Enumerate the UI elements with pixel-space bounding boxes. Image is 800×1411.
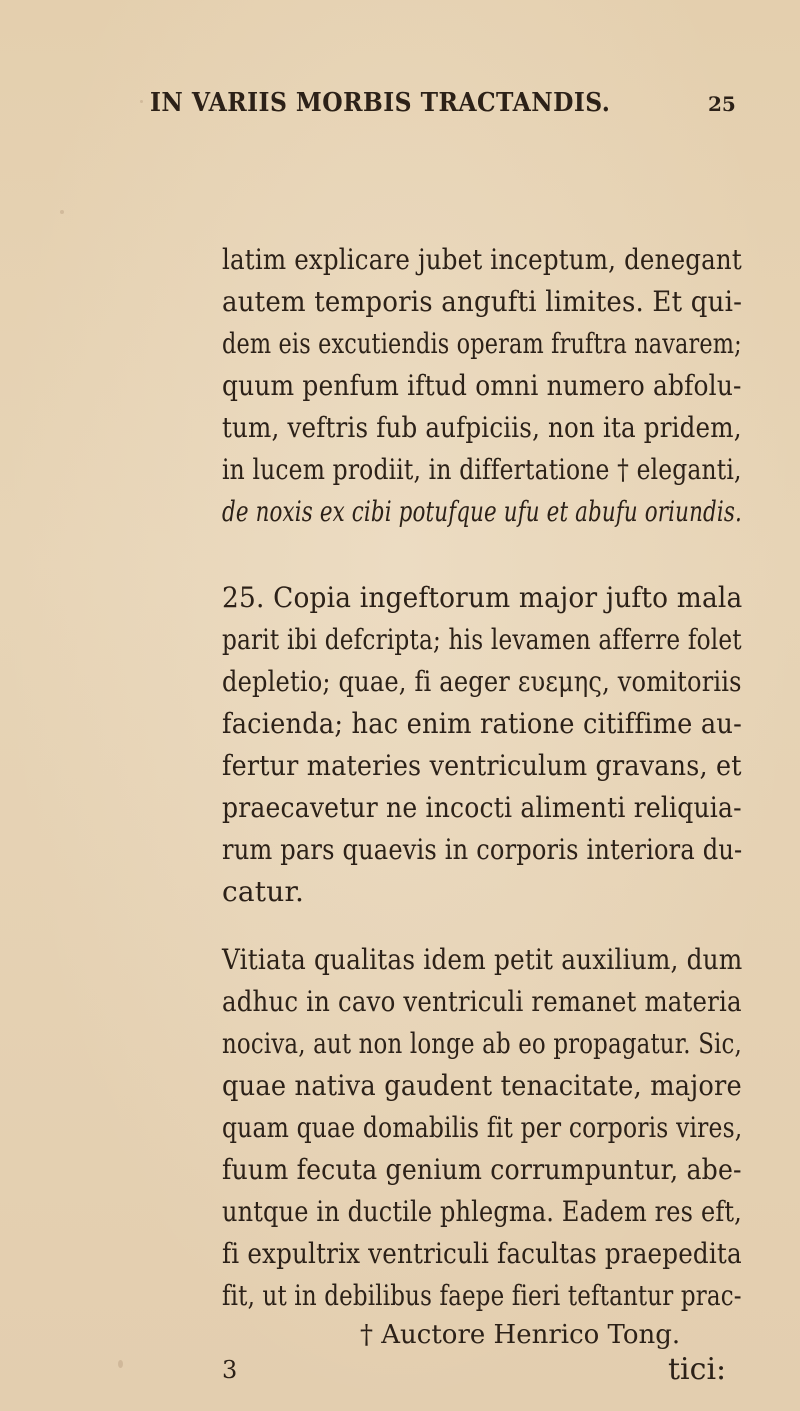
ink-speck [60, 210, 64, 214]
text-line: quae nativa gaudent tenacitate, majore [222, 1069, 742, 1102]
text-line: fit, ut in debilibus faepe fieri teftantur prac- [222, 1279, 742, 1312]
text-line: fuum fecuta genium corrumpuntur, abe- [222, 1153, 742, 1186]
catchword: tici: [668, 1352, 727, 1387]
page-number: 25 [708, 92, 736, 116]
text-line: parit ibi defcripta; his levamen afferre folet [222, 623, 742, 656]
text-line: depletio; quae, fi aeger ευεμης, vomitoriis [222, 665, 742, 698]
text-line: catur. [222, 875, 305, 908]
text-line: Vitiata qualitas idem petit auxilium, dum [222, 943, 743, 976]
text-line: fi expultrix ventriculi facultas praepedita [222, 1237, 742, 1270]
text-line: dem eis excutiendis operam fruftra navarem; [222, 327, 742, 360]
text-line: adhuc in cavo ventriculi remanet materia [222, 985, 742, 1018]
running-title: IN VARIIS MORBIS TRACTANDIS. [150, 88, 611, 118]
text-line: rum pars quaevis in corporis interiora du- [222, 833, 743, 866]
text-line: nociva, aut non longe ab eo propagatur. Sic, [222, 1027, 742, 1060]
text-line: in lucem prodiit, in differtatione † eleganti, [222, 453, 742, 486]
text-line: autem temporis angufti limites. Et qui- [222, 285, 743, 318]
text-line: tum, veftris fub aufpiciis, non ita pridem, [222, 411, 742, 444]
text-line: praecavetur ne incocti alimenti reliquia- [222, 791, 742, 824]
text-line: latim explicare jubet inceptum, denegant [222, 243, 742, 276]
text-line: quum penfum iftud omni numero abfolu- [222, 369, 742, 402]
running-head [0, 88, 800, 128]
signature-mark: 3 [222, 1356, 238, 1384]
text-line: untque in ductile phlegma. Eadem res eft, [222, 1195, 742, 1228]
ink-speck [140, 100, 143, 103]
text-line: facienda; hac enim ratione citiffime au- [222, 707, 742, 740]
text-line: quam quae domabilis fit per corporis vires, [222, 1111, 743, 1144]
text-line: de noxis ex cibi potufque ufu et abufu oriundis. [222, 495, 742, 528]
text-line: fertur materies ventriculum gravans, et [222, 749, 742, 782]
text-line: 25. Copia ingeftorum major jufto mala [222, 581, 743, 614]
ink-speck [118, 1360, 123, 1368]
footnote: † Auctore Henrico Tong. [360, 1320, 681, 1350]
